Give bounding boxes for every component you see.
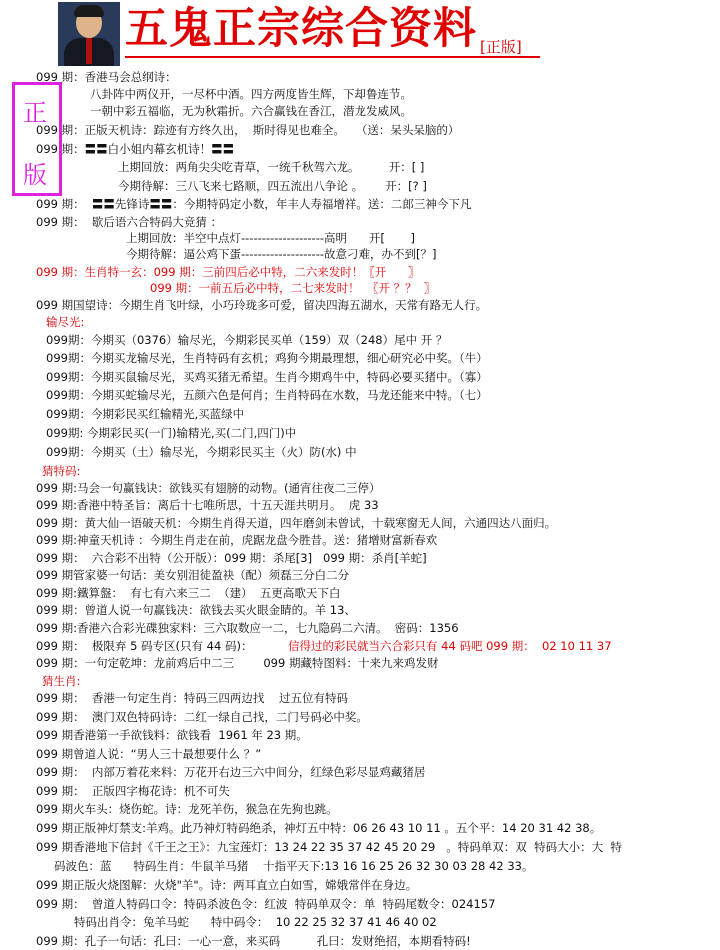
text-line: 099 期正版火烧图解：火烧"羊"。诗：两耳直立白如雪，嫦娥常伴在身边。	[36, 878, 418, 892]
text-line: 099期：今期买（土）输尽光，今期彩民买主（火）防(水) 中	[46, 445, 357, 459]
text-line: 099 期管家婆一句话：美女别泪徒盈袂（配）须磊三分白二分	[36, 568, 350, 582]
text-line: 099 期:马会一句赢钱诀：欲钱买有翅膀的动物。(通宵往夜二三停）	[36, 481, 381, 495]
text-line: 099 期：一前五后必中特，二七来发时！ 〖开 ？？ 〗	[150, 281, 436, 295]
text-line: 099 期正版神灯禁支:羊鸡。此乃神灯特码绝杀，神灯五中特：06 26 43 10 11 。五个平：14 20 31 42 38。	[36, 821, 602, 835]
text-line: 099 期：曾道人说一句赢钱决：欲钱去买火眼金睛的。羊 13、	[36, 603, 356, 617]
text-line: 099 期： 〓〓先锋诗〓〓：今期特码定小数，年丰人寿福增祥。送：二郎三神今下凡	[36, 197, 472, 211]
text-line: 099 期火车头：烧伤蛇。诗：龙死羊伤，猴急在先狗也跳。	[36, 802, 338, 816]
page-header	[0, 0, 720, 68]
text-line: 099期：今期买（0376）输尽光，今期彩民买单（159）双（248）尾中 开 ？	[46, 333, 448, 347]
text-line: 099期：今期彩民买红输精光,买蓝绿中	[46, 407, 245, 421]
text-line: 099 期：一句定乾坤：龙前鸡后中二三 099 期藏特图料：十来九来鸡发财	[36, 656, 439, 670]
text-line: 099 期： 歇后语六合特码大竞猜 ：	[36, 215, 223, 229]
stamp-char: 版	[23, 161, 47, 189]
text-line: 099 期：生肖特一玄：099 期：三前四后必中特，二六来发时！〖开 〗	[36, 265, 420, 279]
text-line: 099 期香港第一手欲钱料：欲钱看 1961 年 23 期。	[36, 728, 308, 742]
text-line: 上期回放：两角尖尖吃青草，一统千秋驾六龙。 开：[ ]	[118, 160, 425, 174]
text-line: 099 期：孔子一句话：孔曰：一心一意，来买码 孔曰：发财绝招，本期看特码!	[36, 934, 471, 948]
text-line: 099期: 今期彩民买(一门)输精光,买(二门,四门)中	[46, 426, 297, 440]
text-line: 099 期:神童天机诗 ：今期生肖走在前，虎踞龙盘今胜昔。送：猪增财富新春欢	[36, 533, 438, 547]
text-line: 099 期:鐵算盤： 有七有六来三二 （建） 五更高歌天下白	[36, 586, 341, 600]
text-line: 099 期:香港中特圣旨：离后十七唯所思，十五天涯共明月。 虎 33	[36, 498, 379, 512]
text-line: 099 期：正版天机诗：踪迹有方终久出， 斯时得见也难全。 （送：呆头呆脑的）	[36, 123, 460, 137]
text-line: 099 期： 六合彩不出特（公开版）：099 期：杀尾[3] 099 期：杀肖[羊蛇]	[36, 551, 427, 565]
text-line: 099 期： 内部万着花来料：万花开右边三六中间分，红绿色彩尽显鸡藏猪居	[36, 765, 426, 779]
genuine-stamp	[12, 82, 62, 196]
edition-label: [正版]	[480, 38, 522, 56]
page-title: 五鬼正宗综合资料	[125, 4, 477, 54]
text-line: 099期：今期买龙输尽光，生肖特码有玄机；鸡狗今期最理想，细心研究必中奖。（牛）	[46, 351, 488, 365]
text-line: 099期：今期买鼠输尽光，买鸡买猪无希望。生肖今期鸡牛中，特码必要买猪中。（寡）	[46, 370, 488, 384]
stamp-char: 正	[23, 99, 47, 127]
text-line: 今期待解：三八飞来七路顺，四五流出八争论 。 开：[? ]	[118, 179, 427, 193]
text-line: 099 期： 澳门双色特码诗：二红一绿自己找，二门号码必中奖。	[36, 710, 368, 724]
text-line: 八卦阵中两仪开，一尽杯中酒。四方两度皆生辉，下却鲁连节。	[90, 87, 412, 101]
title-underline	[125, 56, 540, 58]
author-photo	[58, 2, 120, 66]
text-line: 099期：今期买蛇输尽光，五颜六色是何肖；生肖特码在水数，马龙还能来中特。（七）	[46, 388, 488, 402]
text-line: 一朝中彩五福临，无为秋霜折。六合赢钱在香江，潜龙发威风。	[90, 104, 412, 118]
section-heading: 猜生肖:	[42, 674, 81, 688]
text-line: 码波色：蓝 特码生肖：牛鼠羊马猪 十指平天下:13 16 16 25 26 32 30 03 28 42 33。	[54, 859, 534, 873]
text-line: 099 期：〓〓白小姐内幕玄机诗！〓〓	[36, 142, 235, 156]
text-line: 099 期：香港马会总纲诗：	[36, 70, 177, 84]
text-line: 上期回放：半空中点灯--------------------高明 开[ ]	[126, 231, 415, 245]
text-line: 099 期： 香港一句定生肖：特码三四两边找 过五位有特码	[36, 691, 349, 705]
text-line: 099 期国望诗：今期生肖飞叶绿，小巧玲珑多可爱，留决四海五湖水，天常有路无人行。	[36, 298, 488, 312]
text-line: 099 期： 正版四字梅花诗：机不可失	[36, 784, 230, 798]
text-line: 099 期曾道人说：“男人三十最想要什么 ？”	[36, 747, 262, 761]
text-line: 特码出肖令：兔羊马蛇 特中码令： 10 22 25 32 37 41 46 40 02	[74, 915, 437, 929]
text-line: 099 期：黄大仙一语破天机：今期生肖得天道，四年磨剑未曾试，十载寒窗无人间，六通四达八面归。	[36, 516, 557, 530]
text-line: 099 期香港地下信封《千王之王》：九宝莲灯：13 24 22 35 37 42 45 20 29 。特码单双：双 特码大小：大 特	[36, 840, 622, 854]
text-line: 099 期： 曾道人特码口令：特码杀波色令：红波 特码单双令：单 特码尾数令：024157	[36, 897, 496, 911]
text-line: 今期待解：逼公鸡下蛋--------------------故意刁难，办不到[？]	[126, 247, 437, 261]
text-line: 099 期:香港六合彩光碟独家料：三六取数应一二，七九隐码二六清。 密码：1356	[36, 621, 459, 635]
section-heading: 输尽光:	[46, 315, 85, 329]
text-line: 099 期： 极限弃 5 码专区(只有 44 码)：	[36, 639, 253, 653]
section-heading: 猜特码:	[42, 464, 81, 478]
text-line: 信得过的彩民就当六合彩只有 44 码吧 099 期： 02 10 11 37	[288, 639, 612, 653]
